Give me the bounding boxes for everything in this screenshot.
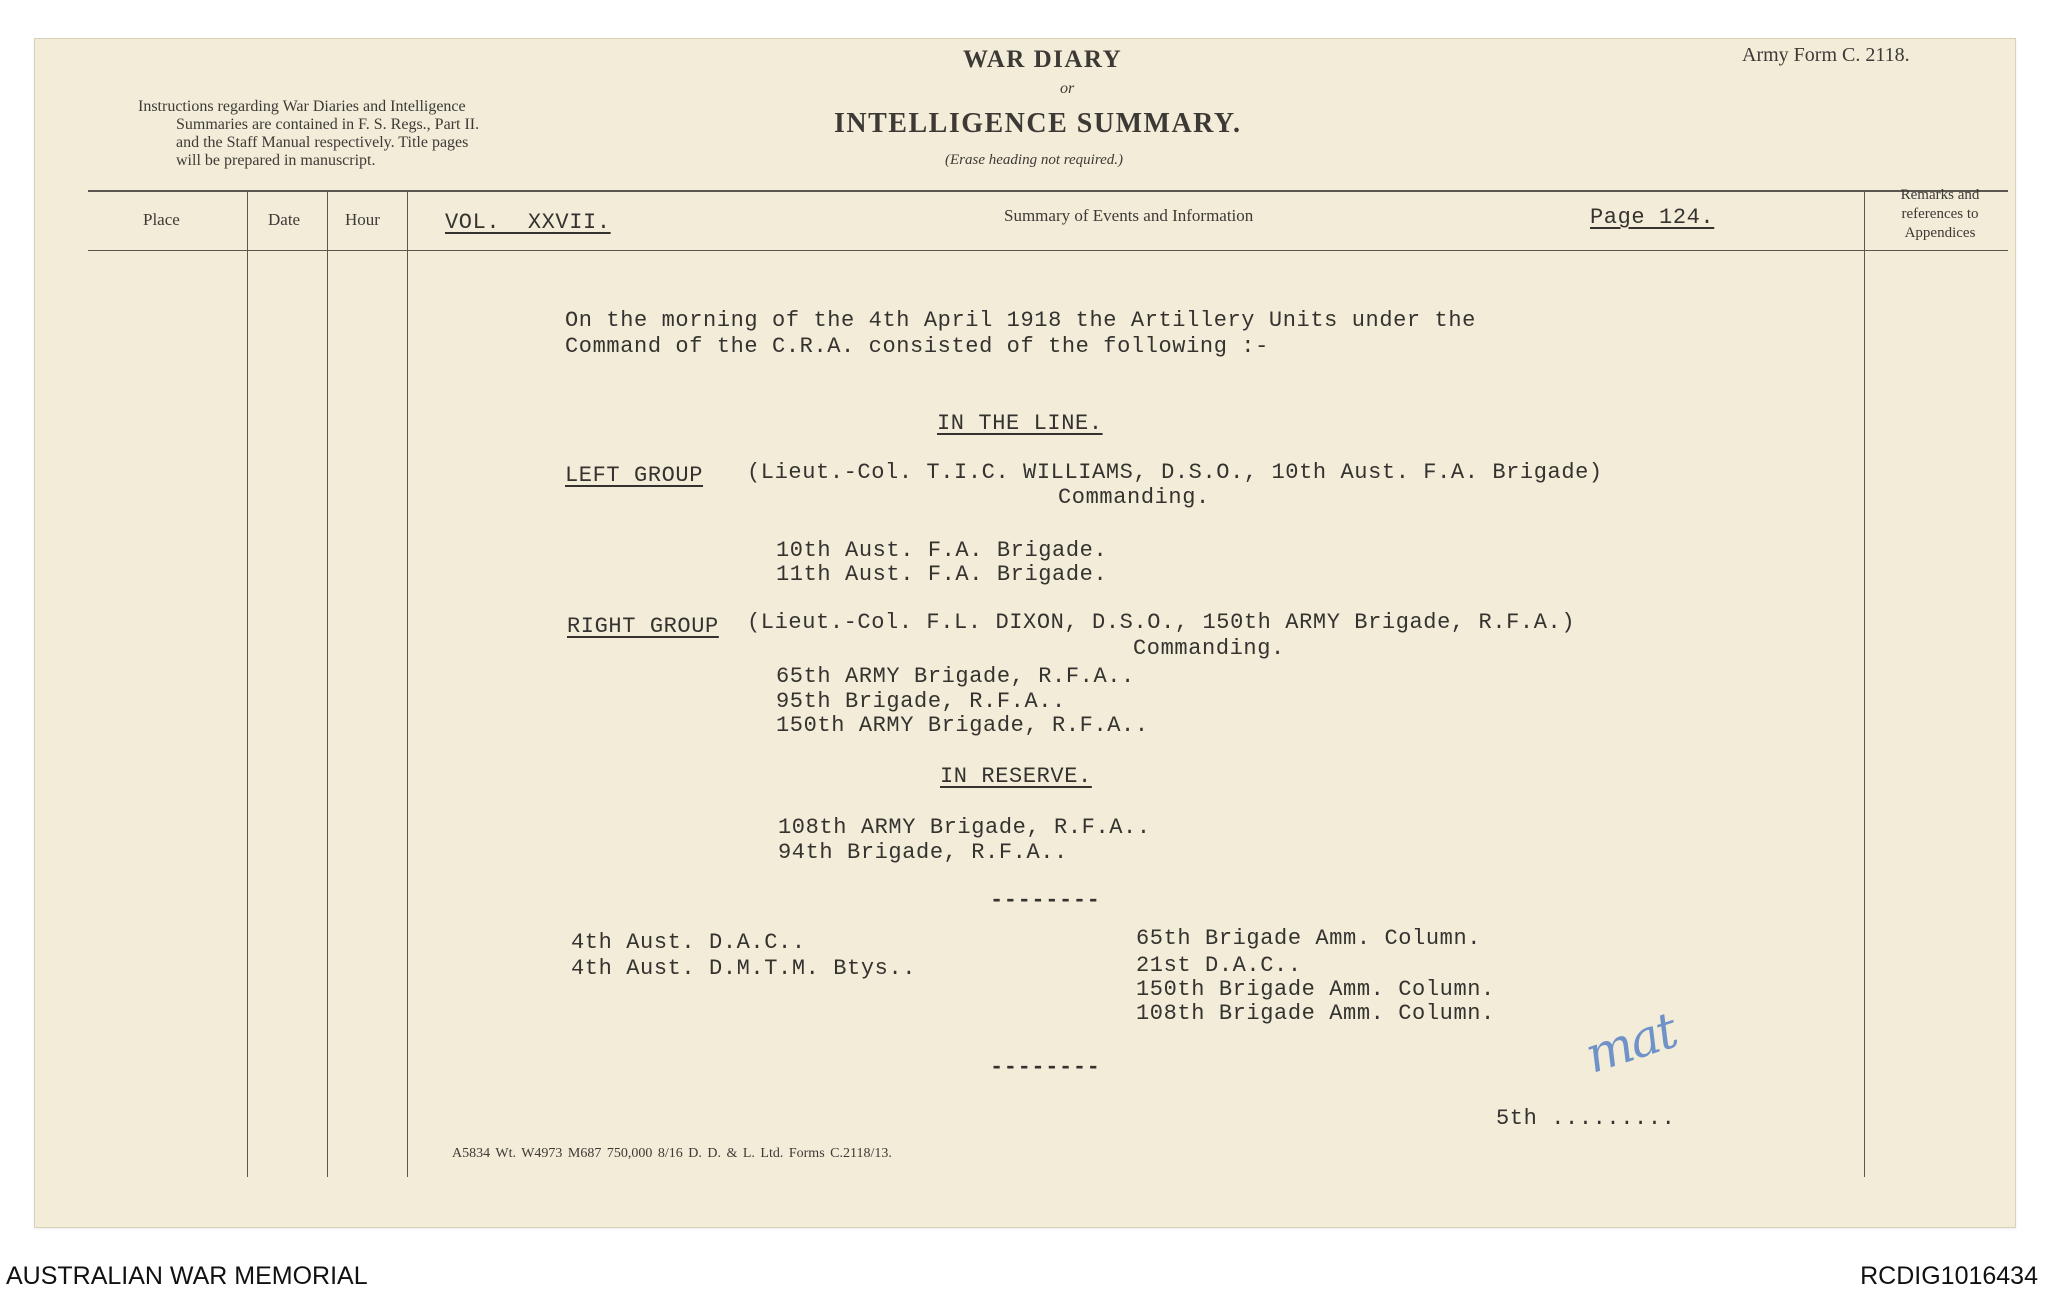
- reserve-unit: 94th Brigade, R.F.A..: [778, 840, 1068, 865]
- right-group-commander: (Lieut.-Col. F.L. DIXON, D.S.O., 150th ARMY Brigade, R.F.A.): [747, 610, 1576, 635]
- left-group-commander: (Lieut.-Col. T.I.C. WILLIAMS, D.S.O., 10th Aust. F.A. Brigade): [747, 460, 1603, 485]
- right-group-unit: 95th Brigade, R.F.A..: [776, 689, 1066, 714]
- col-header-place: Place: [143, 210, 180, 229]
- left-group-commanding: Commanding.: [1058, 485, 1210, 510]
- in-reserve-heading: IN RESERVE.: [940, 764, 1092, 789]
- left-group-unit: 11th Aust. F.A. Brigade.: [776, 562, 1108, 587]
- remarks-line: references to: [1901, 206, 1979, 222]
- instructions-line: will be prepared in manuscript.: [176, 152, 376, 169]
- in-the-line-heading: IN THE LINE.: [937, 411, 1103, 436]
- reserve-unit: 108th ARMY Brigade, R.F.A..: [778, 815, 1151, 840]
- col-header-remarks: [1880, 186, 2000, 243]
- right-group-label: RIGHT GROUP: [567, 614, 719, 639]
- page-number: Page 124.: [1590, 205, 1715, 230]
- col-header-hour: Hour: [345, 210, 380, 229]
- col-divider-place: [247, 192, 248, 1177]
- ancillary-unit: 108th Brigade Amm. Column.: [1136, 1001, 1495, 1026]
- col-header-summary: Summary of Events and Information: [1004, 206, 1254, 225]
- diary-title: WAR DIARY: [963, 46, 1123, 73]
- right-group-unit: 65th ARMY Brigade, R.F.A..: [776, 664, 1135, 689]
- diary-subtitle: INTELLIGENCE SUMMARY.: [834, 108, 1242, 139]
- erase-note: (Erase heading not required.): [945, 152, 1124, 168]
- title-or: or: [1060, 80, 1075, 97]
- separator: --------: [990, 1055, 1101, 1080]
- right-group-unit: 150th ARMY Brigade, R.F.A..: [776, 713, 1149, 738]
- ancillary-unit: 65th Brigade Amm. Column.: [1136, 926, 1482, 951]
- footer-left: AUSTRALIAN WAR MEMORIAL: [6, 1262, 368, 1290]
- table-header-rule: [88, 250, 2008, 251]
- volume-label: VOL. XXVII.: [445, 210, 611, 235]
- footer-right: RCDIG1016434: [1860, 1262, 2038, 1290]
- intro-line-2: Command of the C.R.A. consisted of the following :-: [565, 334, 1269, 359]
- col-divider-date: [327, 192, 328, 1177]
- remarks-line: Appendices: [1904, 225, 1976, 241]
- ancillary-unit: 4th Aust. D.M.T.M. Btys..: [571, 956, 917, 981]
- instructions-block: [138, 98, 479, 170]
- intro-line-1: On the morning of the 4th April 1918 the Artillery Units under the: [565, 308, 1476, 333]
- ancillary-unit: 150th Brigade Amm. Column.: [1136, 977, 1495, 1002]
- ancillary-unit: 4th Aust. D.A.C..: [571, 930, 806, 955]
- separator: --------: [990, 888, 1101, 913]
- continuation-note: 5th .........: [1496, 1106, 1676, 1131]
- remarks-line: Remarks and: [1900, 187, 1980, 203]
- pencil-annotation: mat: [1578, 1001, 1684, 1085]
- instructions-line: and the Staff Manual respectively. Title pages: [176, 134, 469, 151]
- right-group-commanding: Commanding.: [1133, 636, 1285, 661]
- ancillary-unit: 21st D.A.C..: [1136, 953, 1302, 978]
- left-group-unit: 10th Aust. F.A. Brigade.: [776, 538, 1108, 563]
- col-divider-hour: [407, 192, 408, 1177]
- print-note: A5834 Wt. W4973 M687 750,000 8/16 D. D. & L. Ltd. Forms C.2118/13.: [452, 1146, 892, 1161]
- col-divider-remarks: [1864, 192, 1865, 1177]
- left-group-label: LEFT GROUP: [565, 463, 704, 488]
- instructions-line: Summaries are contained in F. S. Regs., Part II.: [176, 116, 480, 133]
- instructions-line: Instructions regarding War Diaries and Intelligence: [138, 98, 466, 115]
- col-header-date: Date: [268, 210, 301, 229]
- table-top-rule: [88, 190, 2008, 192]
- army-form-label: Army Form C. 2118.: [1742, 44, 1910, 66]
